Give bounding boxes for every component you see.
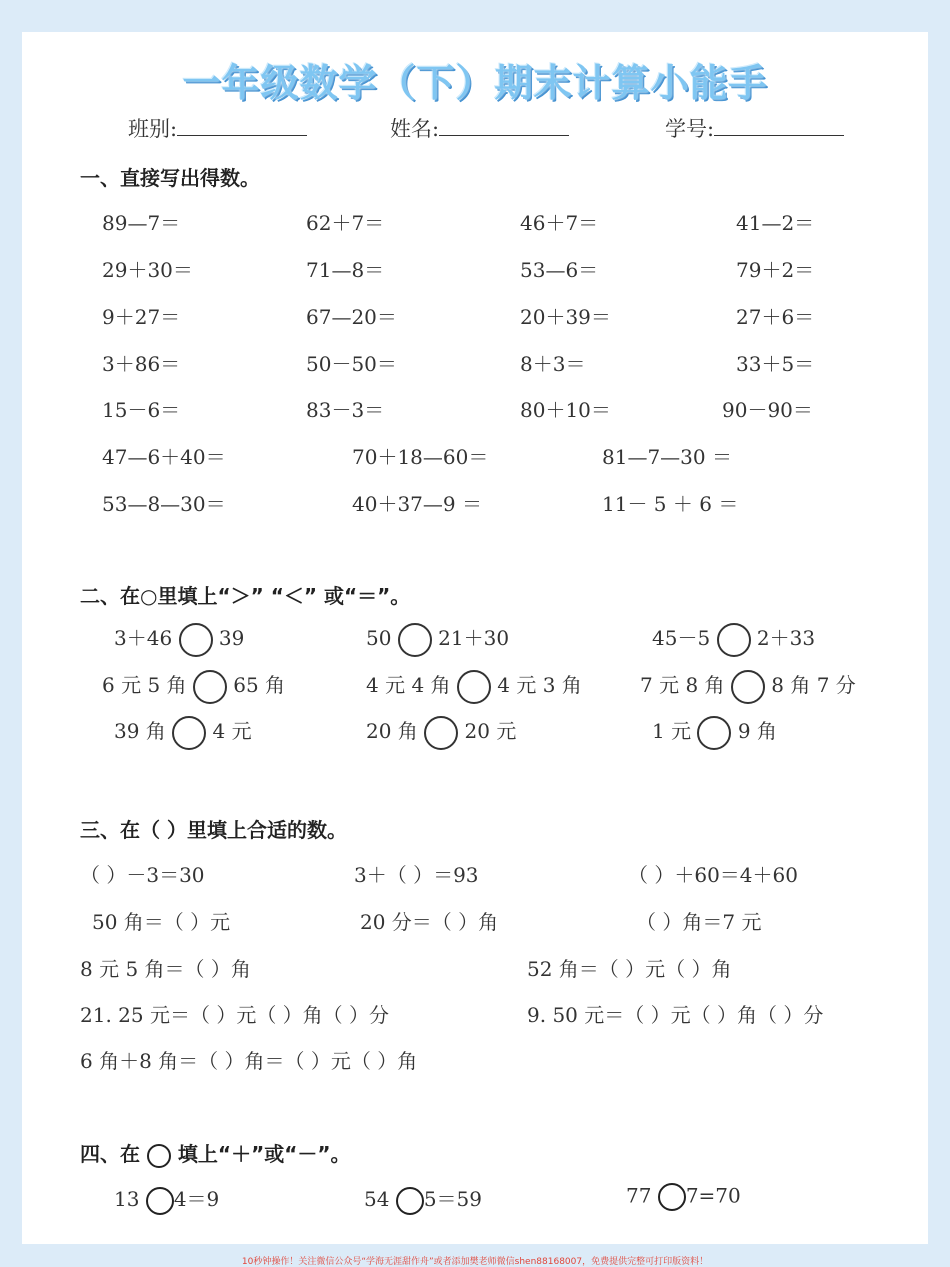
compare-left: 7 元 8 角 [640,673,725,697]
problem-1-4: 41—2＝ [736,211,815,235]
compare-right: 2＋33 [756,626,816,650]
sign-1 [114,1183,219,1215]
compare-left: 6 元 5 角 [102,673,187,697]
fill-4-2: 9. 50 元＝（ ）元（ ）角（ ）分 [527,1003,824,1027]
compare-left: 1 元 [652,719,692,743]
compare-left: 4 元 4 角 [366,673,451,697]
fill-1-3: （ ）＋60＝4＋60 [628,863,798,887]
fill-1-2: 3＋（ ）＝93 [354,863,479,887]
problem-6-1: 47—6＋40＝ [102,445,226,469]
compare-right: 8 角 7 分 [771,673,856,697]
compare-right: 21＋30 [438,626,510,650]
problem-7-1: 53—8—30＝ [102,492,226,516]
compare-circle[interactable] [172,716,206,750]
compare-2-3 [640,669,856,704]
sign-right: 4＝9 [173,1187,220,1211]
sign-2 [364,1183,482,1215]
problem-7-3: 11－ 5 ＋ 6 ＝ [602,492,739,516]
name-blank[interactable] [439,113,569,136]
name-label: 姓名: [390,117,440,141]
compare-circle[interactable] [193,670,227,704]
fill-5: 6 角＋8 角＝（ ）角＝（ ）元（ ）角 [80,1049,418,1073]
class-field [128,113,307,143]
section2-heading: 二、在○里填上“＞” “＜” 或“＝”。 [80,584,411,608]
problem-4-4: 33＋5＝ [736,352,815,376]
compare-circle[interactable] [457,670,491,704]
sign-left: 77 [626,1183,652,1208]
compare-right: 39 [218,626,245,650]
problem-4-2: 50－50＝ [306,352,397,376]
sign-circle[interactable] [396,1187,424,1215]
compare-left: 3＋46 [114,626,173,650]
compare-left: 39 角 [114,719,166,743]
compare-3-2 [366,715,516,750]
problem-3-3: 20＋39＝ [520,305,611,329]
compare-circle[interactable] [697,716,731,750]
fill-3-1: 8 元 5 角＝（ ）角 [80,957,251,981]
compare-circle[interactable] [731,670,765,704]
section4-heading-suffix: 填上“＋”或“－”。 [170,1142,351,1166]
sign-3 [626,1183,741,1211]
compare-3-1 [114,715,252,750]
problem-5-4: 90－90＝ [722,398,813,422]
problem-2-2: 71—8＝ [306,258,385,282]
compare-right: 9 角 [737,719,777,743]
problem-4-1: 3＋86＝ [102,352,181,376]
problem-2-4: 79＋2＝ [736,258,815,282]
problem-6-2: 70＋18—60＝ [352,445,489,469]
id-blank[interactable] [714,113,844,136]
fill-2-2: 20 分＝（ ）角 [360,910,499,934]
problem-5-3: 80＋10＝ [520,398,611,422]
problem-7-2: 40＋37—9 ＝ [352,492,482,516]
problem-2-3: 53—6＝ [520,258,599,282]
name-field [390,113,569,143]
problem-5-1: 15－6＝ [102,398,181,422]
sign-left: 13 [114,1187,140,1211]
problem-1-1: 89—7＝ [102,211,181,235]
compare-right: 65 角 [233,673,286,697]
compare-left: 20 角 [366,719,418,743]
worksheet-title: 一年级数学（下）期末计算小能手 [182,61,768,105]
compare-circle[interactable] [179,623,213,657]
fill-4-1: 21. 25 元＝（ ）元（ ）角（ ）分 [80,1003,390,1027]
fill-2-3: （ ）角＝7 元 [636,910,762,934]
compare-1-2 [366,622,509,657]
section4-heading [80,1138,351,1168]
compare-circle[interactable] [717,623,751,657]
compare-left: 50 [366,626,392,650]
compare-1-1 [114,622,244,657]
compare-right: 4 元 3 角 [497,673,582,697]
problem-3-1: 9＋27＝ [102,305,181,329]
section1-heading: 一、直接写出得数。 [80,166,260,190]
sign-circle[interactable] [658,1183,686,1211]
problem-1-2: 62＋7＝ [306,211,385,235]
problem-1-3: 46＋7＝ [520,211,599,235]
compare-right: 4 元 [212,719,252,743]
sign-right: 7=70 [685,1183,741,1208]
circle-icon [147,1144,171,1168]
compare-2-1 [102,669,285,704]
fill-2-1: 50 角＝（ ）元 [92,910,231,934]
id-label: 学号: [665,117,715,141]
class-blank[interactable] [177,113,307,136]
compare-circle[interactable] [398,623,432,657]
fill-3-2: 52 角＝（ ）元（ ）角 [527,957,732,981]
problem-3-4: 27＋6＝ [736,305,815,329]
fill-1-1: （ ）－3＝30 [80,863,205,887]
problem-4-3: 8＋3＝ [520,352,586,376]
compare-3-3 [652,715,777,750]
sign-left: 54 [364,1187,390,1211]
compare-2-2 [366,669,582,704]
problem-5-2: 83－3＝ [306,398,385,422]
footer-notice: 10秒钟操作！关注微信公众号“学海无涯甜作舟”或者添加樊老师微信shen88168007，免费提供完整可打印版资料！ [241,1257,709,1267]
class-label: 班别: [128,117,178,141]
compare-circle[interactable] [424,716,458,750]
sign-circle[interactable] [146,1187,174,1215]
section4-heading-prefix: 四、在 [80,1142,140,1166]
sign-right: 5＝59 [423,1187,482,1211]
problem-2-1: 29＋30＝ [102,258,193,282]
compare-1-3 [652,622,815,657]
id-field [665,113,844,143]
compare-right: 20 元 [464,719,517,743]
problem-6-3: 81—7—30 ＝ [602,445,732,469]
section3-heading: 三、在（ ）里填上合适的数。 [80,818,347,842]
problem-3-2: 67—20＝ [306,305,397,329]
compare-left: 45－5 [652,626,711,650]
